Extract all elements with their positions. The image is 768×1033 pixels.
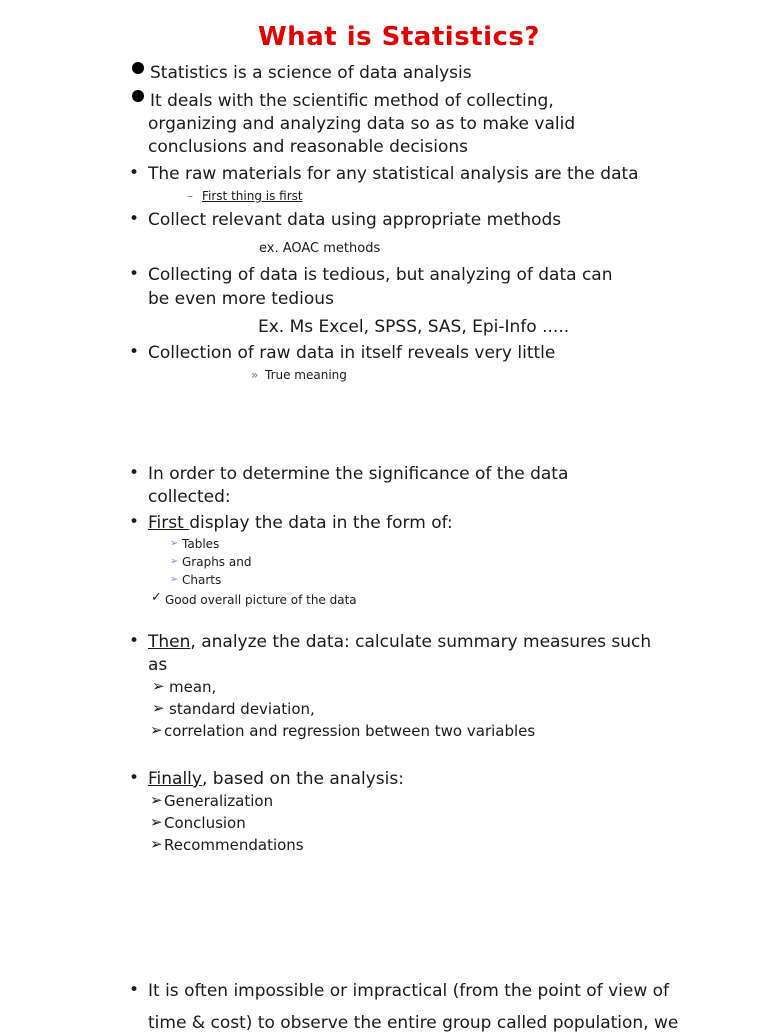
arrow-icon: ➢ bbox=[170, 538, 179, 549]
finally-word: Finally bbox=[148, 769, 202, 789]
text-line bbox=[148, 632, 651, 652]
first-rest: display the data in the form of: bbox=[189, 513, 453, 533]
bullet: • bbox=[129, 768, 140, 788]
sub-point: True meaning bbox=[265, 368, 347, 382]
arrow-icon: ➢ bbox=[150, 721, 163, 739]
text-line bbox=[148, 769, 404, 789]
list-item: Recommendations bbox=[164, 836, 304, 854]
text-line: Statistics is a science of data analysis bbox=[150, 63, 472, 83]
arrow-icon: ➢ bbox=[150, 791, 163, 809]
arrow-icon: ➢ bbox=[150, 835, 163, 853]
text-line: organizing and analyzing data so as to make valid bbox=[148, 114, 576, 134]
list-item: mean, bbox=[169, 678, 217, 696]
list-item: correlation and regression between two variables bbox=[164, 722, 536, 740]
text-line bbox=[148, 513, 453, 533]
list-item: Tables bbox=[182, 537, 220, 551]
list-item: Conclusion bbox=[164, 814, 246, 832]
arrow-icon: ➢ bbox=[170, 556, 179, 567]
text-line: be even more tedious bbox=[148, 289, 334, 309]
list-item: Charts bbox=[182, 573, 222, 587]
text-line: Collect relevant data using appropriate methods bbox=[148, 210, 562, 230]
bullet: • bbox=[129, 512, 140, 532]
arrow-icon: ➢ bbox=[152, 677, 165, 695]
text-line: In order to determine the significance of the data bbox=[148, 464, 569, 484]
arrow-icon: ➢ bbox=[152, 699, 165, 717]
arrow-icon: ➢ bbox=[150, 813, 163, 831]
bullet: • bbox=[129, 980, 140, 1000]
first-word: First bbox=[148, 513, 190, 533]
text-line: conclusions and reasonable decisions bbox=[148, 137, 469, 157]
text-line: collected: bbox=[148, 487, 231, 507]
example-text: Ex. Ms Excel, SPSS, SAS, Epi-Info ..... bbox=[258, 317, 570, 337]
text-line: It is often impossible or impractical (from the point of view of bbox=[148, 981, 670, 1001]
then-rest: , analyze the data: calculate summary measures such bbox=[190, 632, 652, 652]
chevron-marker: » bbox=[251, 368, 259, 382]
text-line: time & cost) to observe the entire group called population, we bbox=[148, 1013, 679, 1033]
bullet: • bbox=[129, 342, 140, 362]
list-item: Graphs and bbox=[182, 555, 252, 569]
list-item: standard deviation, bbox=[169, 700, 315, 718]
dash-marker: – bbox=[187, 189, 193, 203]
text-line: Collecting of data is tedious, but analyzing of data can bbox=[148, 265, 613, 285]
bullet-dot bbox=[132, 90, 144, 102]
sub-point: First thing is first bbox=[202, 189, 303, 203]
example-text: ex. AOAC methods bbox=[259, 241, 381, 256]
then-word: Then bbox=[148, 632, 191, 652]
finally-rest: , based on the analysis: bbox=[201, 769, 404, 789]
arrow-icon: ➢ bbox=[170, 574, 179, 585]
list-item: Generalization bbox=[164, 792, 274, 810]
text-line: It deals with the scientific method of collecting, bbox=[150, 91, 554, 111]
bullet: • bbox=[129, 209, 140, 229]
bullet-dot bbox=[132, 62, 144, 74]
list-item: Good overall picture of the data bbox=[165, 593, 357, 607]
page-title: What is Statistics? bbox=[258, 22, 540, 52]
bullet: • bbox=[129, 264, 140, 284]
text-line: as bbox=[148, 655, 168, 675]
text-line: The raw materials for any statistical analysis are the data bbox=[148, 164, 639, 184]
check-icon: ✓ bbox=[151, 590, 162, 605]
bullet: • bbox=[129, 631, 140, 651]
bullet: • bbox=[129, 163, 140, 183]
bullet: • bbox=[129, 463, 140, 483]
text-line: Collection of raw data in itself reveals very little bbox=[148, 343, 556, 363]
